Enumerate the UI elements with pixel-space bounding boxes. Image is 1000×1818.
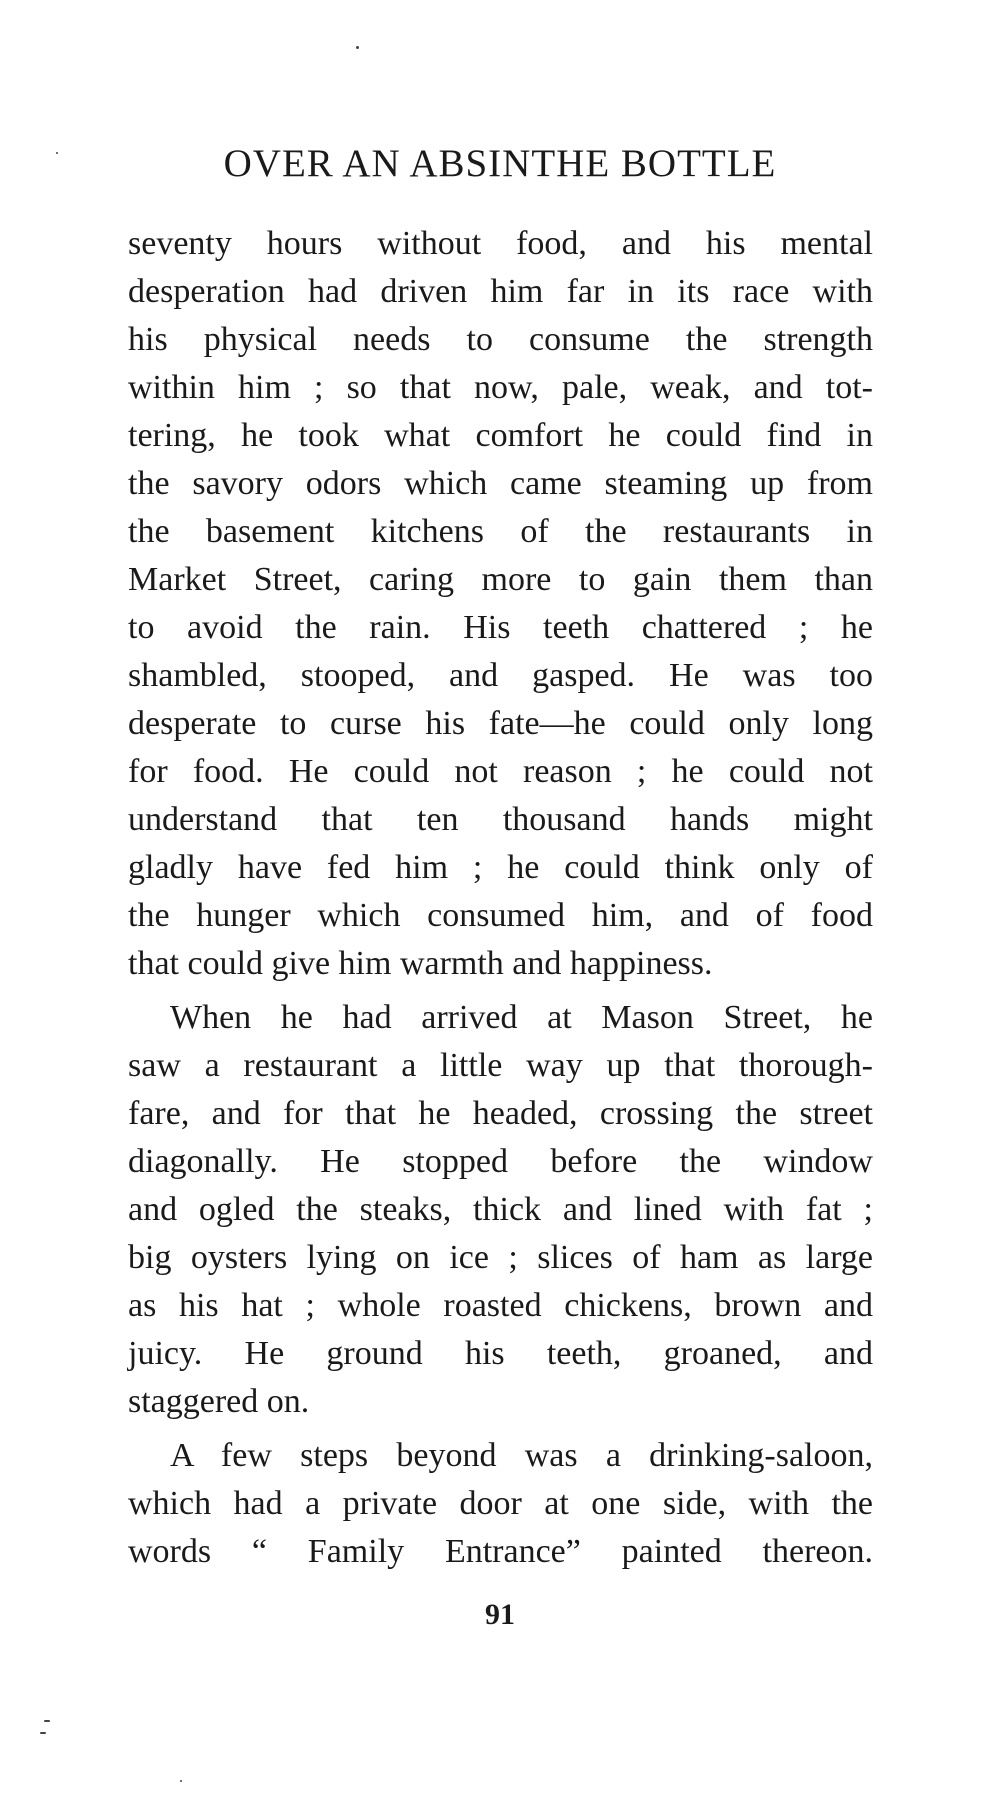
- text-line: to avoid the rain. His teeth chattered ; he: [128, 609, 873, 646]
- text-line: saw a restaurant a little way up that thorough-: [128, 1047, 873, 1084]
- text-line: understand that ten thousand hands might: [128, 801, 873, 838]
- text-line: desperate to curse his fate—he could only long: [128, 705, 873, 742]
- text-line: within him ; so that now, pale, weak, and tot-: [128, 369, 873, 406]
- paper-speck: [44, 1720, 50, 1722]
- page-number: 91: [485, 1598, 515, 1631]
- paragraph: [128, 1432, 873, 1576]
- text-line: his physical needs to consume the strength: [128, 321, 873, 358]
- text-line: gladly have fed him ; he could think only of: [128, 849, 873, 886]
- text-line: juicy. He ground his teeth, groaned, and: [128, 1335, 873, 1372]
- text-line: desperation had driven him far in its race with: [128, 273, 873, 310]
- text-line: seventy hours without food, and his mental: [128, 225, 873, 262]
- paper-speck: [356, 46, 359, 49]
- text-line: as his hat ; whole roasted chickens, brown and: [128, 1287, 873, 1324]
- text-line: words “ Family Entrance” painted thereon.: [128, 1533, 873, 1570]
- text-line: big oysters lying on ice ; slices of ham as large: [128, 1239, 873, 1276]
- text-line: tering, he took what comfort he could find in: [128, 417, 873, 454]
- paper-speck: [40, 1732, 46, 1734]
- text-line: that could give him warmth and happiness.: [128, 945, 713, 982]
- text-line: shambled, stooped, and gasped. He was too: [128, 657, 873, 694]
- text-line: which had a private door at one side, with the: [128, 1485, 873, 1522]
- body-text: [128, 220, 873, 1576]
- paragraph: [128, 994, 873, 1426]
- text-line: fare, and for that he headed, crossing the street: [128, 1095, 873, 1132]
- paragraph: [128, 220, 873, 988]
- text-line: the hunger which consumed him, and of food: [128, 897, 873, 934]
- text-line: the savory odors which came steaming up from: [128, 465, 873, 502]
- text-line: Market Street, caring more to gain them than: [128, 561, 873, 598]
- text-line: When he had arrived at Mason Street, he: [170, 999, 873, 1036]
- text-line: for food. He could not reason ; he could not: [128, 753, 873, 790]
- text-line: staggered on.: [128, 1383, 310, 1420]
- text-line: and ogled the steaks, thick and lined with fat ;: [128, 1191, 873, 1228]
- running-head: OVER AN ABSINTHE BOTTLE: [223, 142, 777, 185]
- text-line: diagonally. He stopped before the window: [128, 1143, 873, 1180]
- text-line: the basement kitchens of the restaurants in: [128, 513, 873, 550]
- paper-speck: [180, 1780, 182, 1782]
- text-line: A few steps beyond was a drinking-saloon,: [170, 1437, 873, 1474]
